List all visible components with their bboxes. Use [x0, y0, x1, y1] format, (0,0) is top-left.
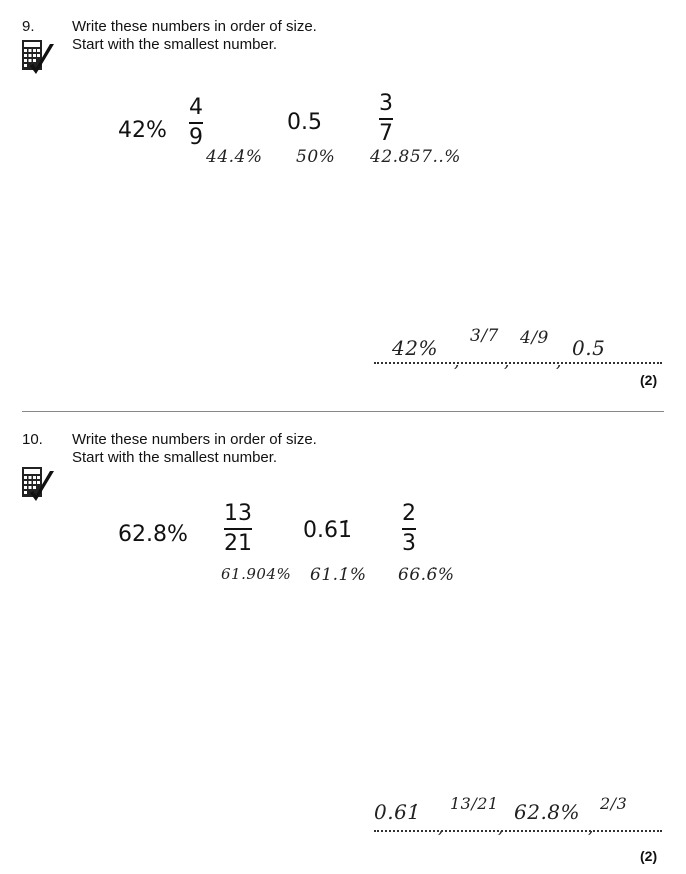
- q10-answer-item-2: 13/21: [450, 794, 499, 813]
- q10-working-3: 66.6̇%: [398, 565, 455, 585]
- q10-answer-field[interactable]: [374, 790, 662, 840]
- q9-answer-item-3: 4/9: [520, 328, 549, 348]
- q10-answer-separator: ,: [588, 818, 594, 838]
- q10-answer-item-3: 62.8%: [514, 800, 581, 824]
- q9-answer-separator: ,: [504, 352, 510, 372]
- q10-fraction-13-21: [224, 503, 252, 555]
- question-10-number: 10.: [22, 431, 43, 448]
- q10-fraction-denominator: 3: [402, 531, 416, 556]
- question-divider: [22, 411, 664, 412]
- question-9-prompt: [72, 18, 317, 54]
- question-10-prompt-line2: Start with the smallest number.: [72, 449, 278, 466]
- question-10-prompt-line1: Write these numbers in order of size.: [72, 431, 317, 448]
- calculator-allowed-icon: [20, 465, 66, 510]
- q10-working-1: 61.904%: [221, 565, 292, 583]
- question-9-number: 9.: [22, 18, 35, 35]
- q9-fraction-denominator: 7: [379, 121, 393, 146]
- q9-marks: (2): [640, 372, 658, 388]
- q9-fraction-denominator: 9: [189, 125, 203, 150]
- q10-answer-dotted-line: [374, 830, 662, 832]
- question-10-prompt: [72, 431, 317, 467]
- q9-answer-field[interactable]: [374, 326, 662, 372]
- fraction-bar: [379, 118, 393, 120]
- q9-fraction-numerator: 4: [189, 95, 203, 120]
- q9-number-0-5: 0.5: [287, 110, 322, 135]
- q9-answer-item-2: 3/7: [470, 326, 499, 346]
- q10-fraction-2-3: [402, 503, 416, 555]
- q9-fraction-3-7: [379, 93, 393, 145]
- q9-answer-separator: ,: [454, 352, 460, 372]
- fraction-bar: [189, 122, 203, 124]
- q9-answer-item-4: 0.5: [572, 336, 606, 360]
- q10-working-2: 61.1̇%: [310, 565, 367, 585]
- fraction-bar: [224, 528, 252, 530]
- q10-fraction-denominator: 21: [224, 531, 252, 556]
- q10-fraction-numerator: 13: [224, 501, 252, 526]
- q9-number-42-percent: 42%: [118, 118, 167, 143]
- q9-fraction-numerator: 3: [379, 91, 393, 116]
- q10-number-0-61-recurring: 0.61̇: [303, 518, 352, 543]
- q9-answer-item-1: 42%: [392, 336, 438, 360]
- q10-answer-separator: ,: [498, 818, 504, 838]
- q9-answer-dotted-line: [374, 362, 662, 364]
- q10-marks: (2): [640, 848, 658, 864]
- q9-fraction-4-9: [189, 97, 203, 149]
- q9-working-3: 42.857..%: [370, 147, 461, 167]
- q10-answer-item-4: 2/3: [600, 794, 628, 813]
- q9-working-2: 50%: [296, 147, 336, 167]
- calculator-allowed-icon: [20, 38, 66, 83]
- question-9-prompt-line1: Write these numbers in order of size.: [72, 18, 317, 35]
- q9-answer-separator: ,: [556, 352, 562, 372]
- q10-fraction-numerator: 2: [402, 501, 416, 526]
- question-9-prompt-line2: Start with the smallest number.: [72, 36, 278, 53]
- q10-answer-item-1: 0.61̇: [374, 800, 421, 824]
- fraction-bar: [402, 528, 416, 530]
- q10-answer-separator: ,: [438, 818, 444, 838]
- q9-working-1: 44.4̇%: [206, 147, 263, 167]
- q10-number-62-8-percent: 62.8%: [118, 522, 188, 547]
